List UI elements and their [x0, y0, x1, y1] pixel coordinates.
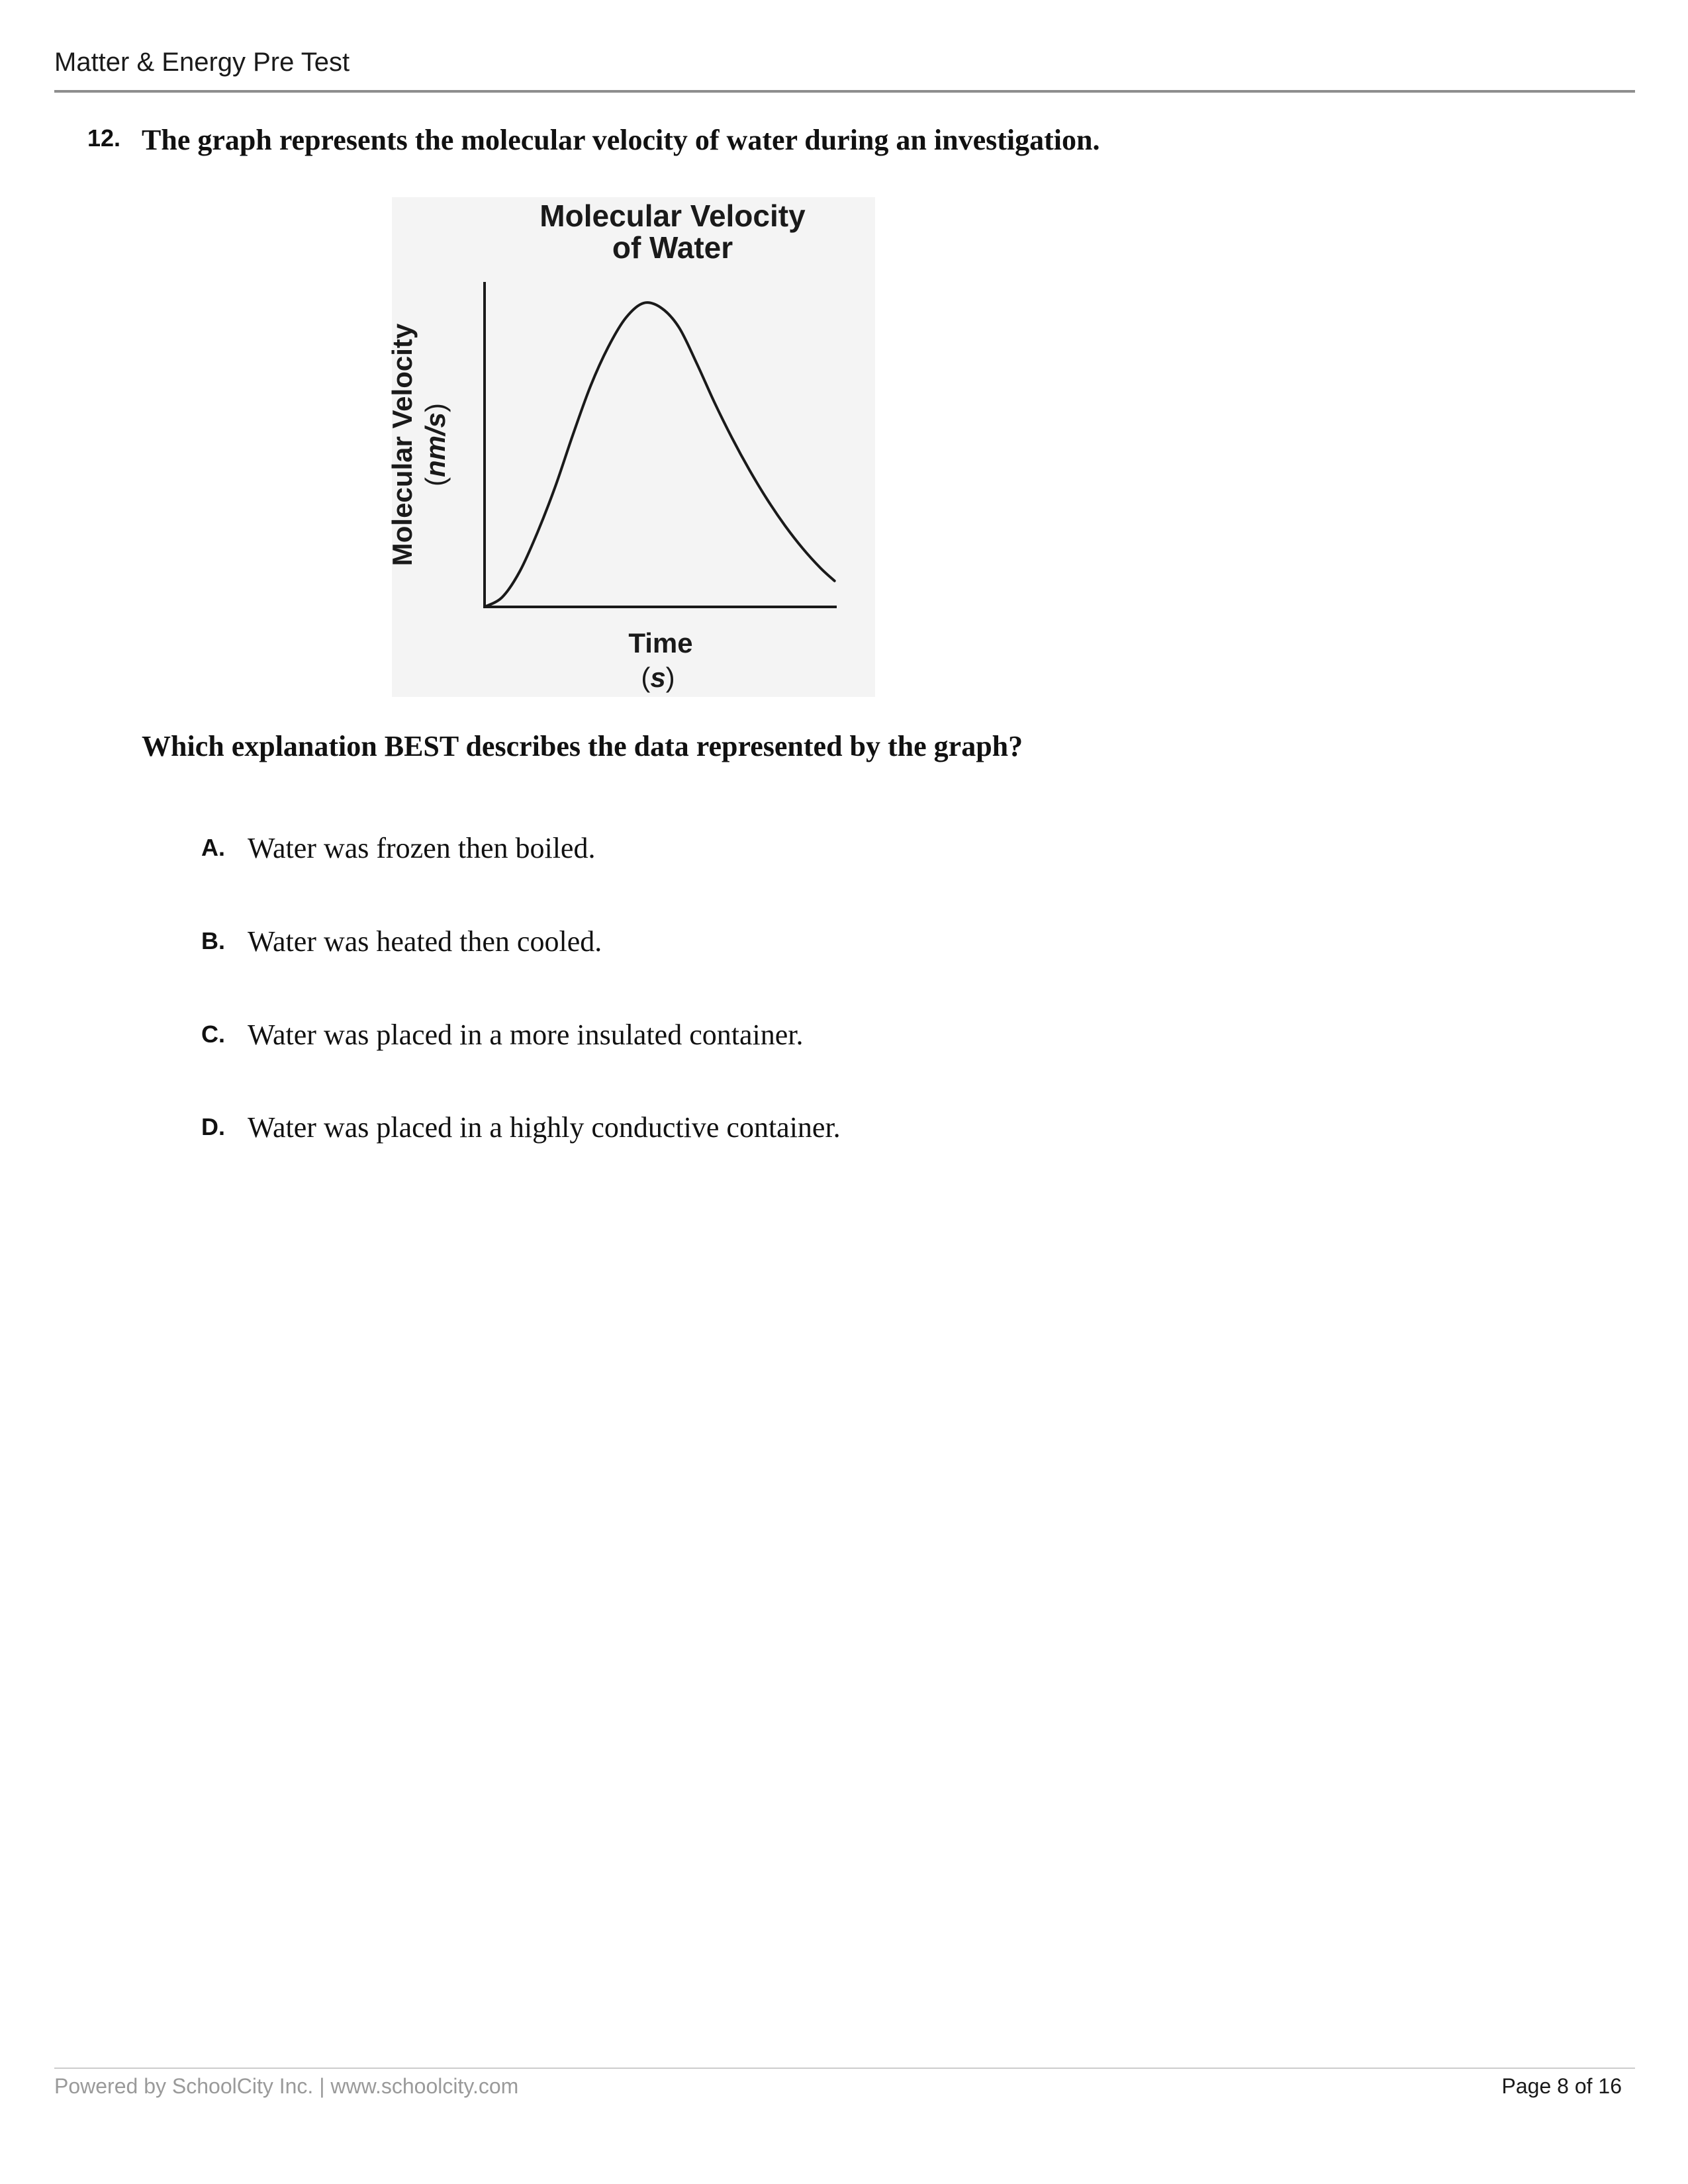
molecular-velocity-graph: [387, 197, 875, 697]
y-axis-label-group: [387, 323, 418, 566]
question-number: 12.: [87, 124, 121, 152]
choice-letter: A.: [201, 834, 225, 861]
choice-text: Water was frozen then boiled.: [248, 832, 596, 864]
y-axis-label: Molecular Velocity: [387, 323, 418, 567]
page-indicator: Page 8 of 16: [1501, 2074, 1622, 2098]
choice-letter: D.: [201, 1113, 225, 1140]
question-text: The graph represents the molecular velocity of water during an investigation.: [142, 124, 1100, 156]
graph-title-line1: Molecular Velocity: [539, 199, 806, 233]
y-axis-unit: (nm/s): [420, 402, 451, 487]
choice-text: Water was placed in a more insulated container.: [248, 1019, 804, 1051]
question-prompt: Which explanation BEST describes the data represented by the graph?: [142, 730, 1023, 762]
x-axis-label: Time: [628, 627, 693, 659]
graph-canvas: [387, 197, 875, 697]
page-header-title: Matter & Energy Pre Test: [54, 48, 350, 77]
header-divider: [54, 90, 1635, 93]
y-axis-unit-group: [420, 403, 451, 486]
series-line-molecular-velocity: [485, 302, 835, 607]
choice-text: Water was heated then cooled.: [248, 925, 602, 958]
footer-powered-by: Powered by SchoolCity Inc. | www.schoolcity.com: [54, 2074, 519, 2098]
x-axis-unit: (s): [641, 662, 675, 693]
choice-letter: C.: [201, 1021, 225, 1048]
footer-divider: [54, 2068, 1635, 2069]
graph-title-line2: of Water: [612, 230, 733, 265]
choice-letter: B.: [201, 927, 225, 954]
choice-text: Water was placed in a highly conductive container.: [248, 1111, 841, 1144]
